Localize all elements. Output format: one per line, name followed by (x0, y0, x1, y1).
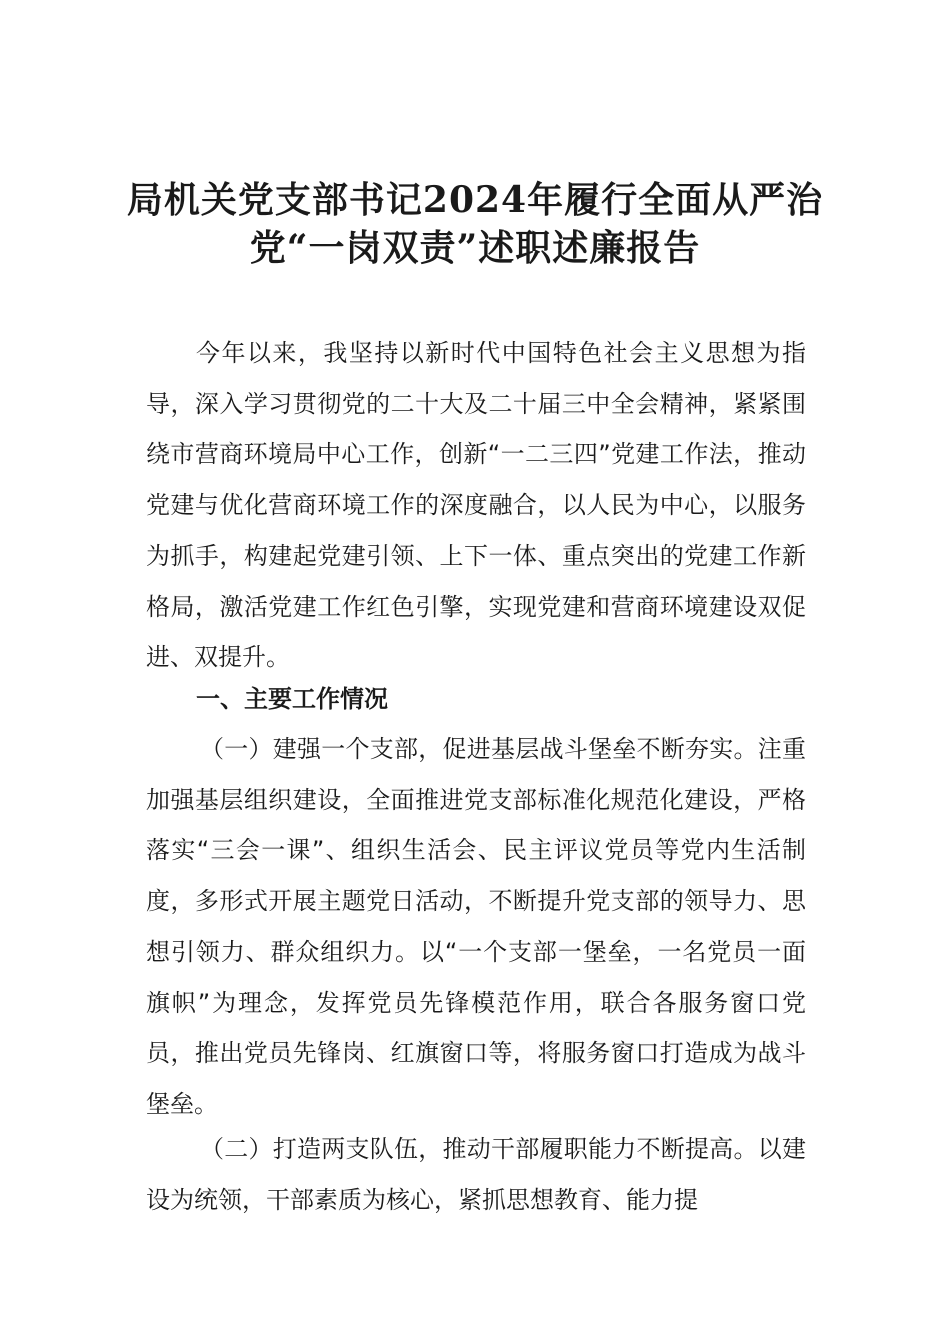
paragraph-branch-building: （一）建强一个支部，促进基层战斗堡垒不断夯实。注重加强基层组织建设，全面推进党支部标准化规范化建设，严格落实“三会一课”、组织生活会、民主评议党员等党内生活制度，多形式开展主题党日活动，不断提升党支部的领导力、思想引领力、群众组织力。以“一个支部一堡垒，一名党员一面旗帜”为理念，发挥党员先锋模范作用，联合各服务窗口党员，推出党员先锋岗、红旗窗口等，将服务窗口打造成为战斗堡垒。 (146, 735, 806, 1118)
paragraph-team-building: （二）打造两支队伍，推动干部履职能力不断提高。以建设为统领，干部素质为核心，紧抓思想教育、能力提 (146, 1135, 806, 1214)
intro-paragraph: 今年以来，我坚持以新时代中国特色社会主义思想为指导，深入学习贯彻党的二十大及二十届三中全会精神，紧紧围绕市营商环境局中心工作，创新“一二三四”党建工作法，推动党建与优化营商环境工作的深度融合，以人民为中心，以服务为抓手，构建起党建引领、上下一体、重点突出的党建工作新格局，激活党建工作红色引擎，实现党建和营商环境建设双促进、双提升。 (146, 339, 806, 672)
document-title-line-1: 局机关党支部书记2024年履行全面从严治 (126, 179, 824, 221)
section-heading-main-work: 一、主要工作情况 (196, 685, 388, 713)
document-title-line-2: 党“一岗双责”述职述廉报告 (249, 227, 701, 269)
